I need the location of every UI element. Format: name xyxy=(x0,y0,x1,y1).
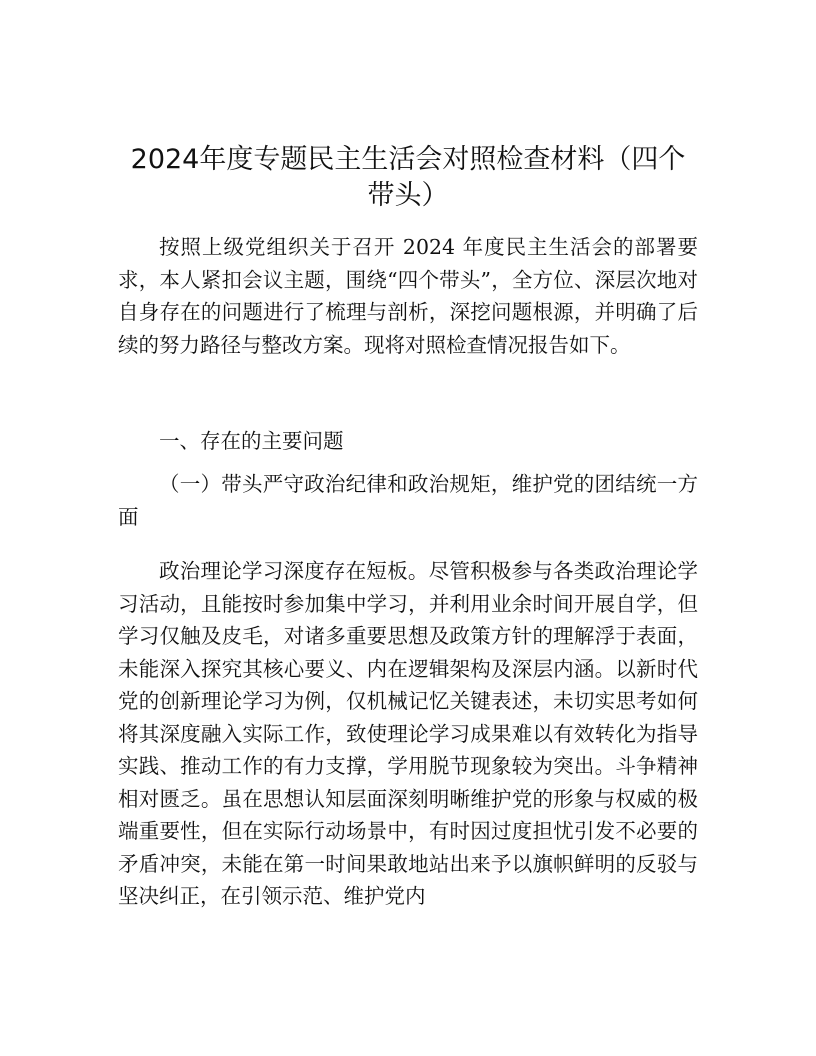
intro-paragraph: 按照上级党组织关于召开 2024 年度民主生活会的部署要求，本人紧扣会议主题，围绕“四个带头”，全方位、深层次地对自身存在的问题进行了梳理与剖析，深挖问题根源，并明确了后续的努力路径与整改方案。现将对照检查情况报告如下。 xyxy=(118,235,698,357)
section-heading: 一、存在的主要问题 xyxy=(159,429,344,453)
subsection-heading: （一）带头严守政治纪律和政治规矩，维护党的团结统一方面 xyxy=(118,472,698,529)
document-title: 2024年度专题民主生活会对照检查材料（四个带头） xyxy=(130,144,686,211)
body-paragraph: 政治理论学习深度存在短板。尽管积极参与各类政治理论学习活动，且能按时参加集中学习，并利用业余时间开展自学，但学习仅触及皮毛，对诸多重要思想及政策方针的理解浮于表面，未能深入探究其核心要义、内在逻辑架构及深层内涵。以新时代党的创新理论学习为例，仅机械记忆关键表述，未切实思考如何将其深度融入实际工作，致使理论学习成果难以有效转化为指导实践、推动工作的有力支撑，学用脱节现象较为突出。斗争精神相对匮乏。虽在思想认知层面深刻明晰维护党的形象与权威的极端重要性，但在实际行动场景中，有时因过度担忧引发不必要的矛盾冲突，未能在第一时间果敢地站出来予以旗帜鲜明的反驳与坚决纠正，在引领示范、维护党内 xyxy=(118,559,698,908)
